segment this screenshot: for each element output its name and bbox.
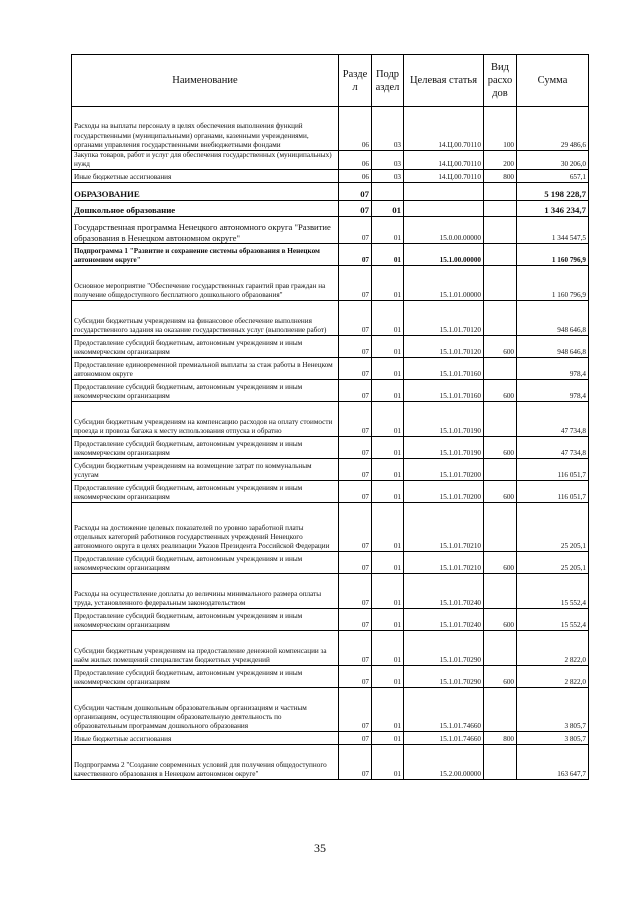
row-type-cell: 600	[484, 609, 517, 631]
row-target-cell: 14.Ц.00.70110	[404, 107, 484, 151]
row-target-cell: 15.1.01.70240	[404, 574, 484, 609]
row-sum-cell: 978,4	[517, 358, 589, 380]
row-subsection-cell: 01	[372, 266, 404, 301]
page-number: 35	[314, 841, 326, 855]
row-target-cell: 15.1.01.70290	[404, 631, 484, 666]
row-target-cell: 15.1.01.70120	[404, 336, 484, 358]
row-sum-cell: 5 198 228,7	[517, 183, 589, 201]
row-subsection-cell: 01	[372, 732, 404, 745]
row-name-cell: Предоставление субсидий бюджетным, автономным учреждениям и иным некоммерческим организациям	[72, 481, 339, 503]
row-sum-cell: 116 051,7	[517, 481, 589, 503]
row-target-cell: 15.1.01.70190	[404, 437, 484, 459]
row-subsection-cell: 01	[372, 503, 404, 552]
row-target-cell: 15.1.00.00000	[404, 244, 484, 266]
table-row	[72, 107, 589, 151]
row-type-cell: 800	[484, 170, 517, 183]
row-target-cell	[404, 201, 484, 217]
row-type-cell	[484, 183, 517, 201]
table-row	[72, 503, 589, 552]
table-row	[72, 336, 589, 358]
row-section-cell: 07	[339, 266, 372, 301]
row-name-cell: Предоставление единовременной премиальной выплаты за стаж работы в Ненецком автономном округе	[72, 358, 339, 380]
table-row	[72, 358, 589, 380]
row-name-cell: Расходы на достижение целевых показателей по уровню заработной платы отдельных категорий работников государственных учреждений Ненецкого автономного округа в целях реализации Указов Президента Российской Федерации	[72, 503, 339, 552]
header-subsection: Подр аздел	[372, 55, 404, 107]
row-section-cell: 07	[339, 358, 372, 380]
table-row	[72, 151, 589, 170]
row-name-cell: Субсидии бюджетным учреждениям на возмещение затрат по коммунальным услугам	[72, 459, 339, 481]
row-subsection-cell: 01	[372, 481, 404, 503]
row-target-cell: 15.1.01.70200	[404, 459, 484, 481]
row-subsection-cell: 01	[372, 358, 404, 380]
row-sum-cell: 47 734,8	[517, 402, 589, 437]
row-target-cell: 15.1.01.00000	[404, 266, 484, 301]
row-type-cell	[484, 402, 517, 437]
row-subsection-cell: 01	[372, 574, 404, 609]
row-target-cell: 15.1.01.70210	[404, 552, 484, 574]
table-row	[72, 380, 589, 402]
row-section-cell: 07	[339, 481, 372, 503]
table-row	[72, 244, 589, 266]
row-target-cell: 15.1.01.70200	[404, 481, 484, 503]
row-section-cell: 06	[339, 107, 372, 151]
row-name-cell: Дошкольное образование	[72, 201, 339, 217]
row-sum-cell: 948 646,8	[517, 336, 589, 358]
table-row	[72, 183, 589, 201]
row-name-cell: ОБРАЗОВАНИЕ	[72, 183, 339, 201]
row-target-cell	[404, 183, 484, 201]
row-type-cell: 600	[484, 666, 517, 688]
row-name-cell: Иные бюджетные ассигнования	[72, 170, 339, 183]
row-section-cell: 07	[339, 183, 372, 201]
row-sum-cell: 1 346 234,7	[517, 201, 589, 217]
row-type-cell: 200	[484, 151, 517, 170]
row-target-cell: 15.1.01.70210	[404, 503, 484, 552]
row-type-cell	[484, 459, 517, 481]
row-section-cell: 07	[339, 201, 372, 217]
row-target-cell: 15.0.00.00000	[404, 217, 484, 244]
row-sum-cell: 15 552,4	[517, 609, 589, 631]
row-sum-cell: 3 805,7	[517, 688, 589, 732]
row-subsection-cell: 01	[372, 666, 404, 688]
row-subsection-cell: 01	[372, 459, 404, 481]
row-subsection-cell: 01	[372, 609, 404, 631]
row-type-cell: 600	[484, 336, 517, 358]
table-row	[72, 301, 589, 336]
row-subsection-cell: 03	[372, 170, 404, 183]
row-type-cell: 600	[484, 437, 517, 459]
row-name-cell: Субсидии частным дошкольным образовательным организациям и частным организациям, осуществляющим образовательную деятельность по образовательным программам дошкольного образования	[72, 688, 339, 732]
row-type-cell: 600	[484, 552, 517, 574]
table-row	[72, 552, 589, 574]
row-subsection-cell: 01	[372, 301, 404, 336]
row-sum-cell: 2 822,0	[517, 631, 589, 666]
row-target-cell: 15.1.01.70190	[404, 402, 484, 437]
row-type-cell	[484, 266, 517, 301]
row-sum-cell: 1 160 796,9	[517, 244, 589, 266]
row-name-cell: Предоставление субсидий бюджетным, автономным учреждениям и иным некоммерческим организациям	[72, 336, 339, 358]
row-section-cell: 07	[339, 609, 372, 631]
row-sum-cell: 978,4	[517, 380, 589, 402]
budget-table	[71, 54, 589, 780]
row-type-cell: 800	[484, 732, 517, 745]
row-subsection-cell: 01	[372, 437, 404, 459]
table-row	[72, 745, 589, 780]
row-name-cell: Предоставление субсидий бюджетным, автономным учреждениям и иным некоммерческим организациям	[72, 609, 339, 631]
header-target: Целевая статья	[404, 55, 484, 107]
row-subsection-cell: 03	[372, 151, 404, 170]
row-section-cell: 07	[339, 688, 372, 732]
row-name-cell: Иные бюджетные ассигнования	[72, 732, 339, 745]
row-name-cell: Субсидии бюджетным учреждениям на компенсацию расходов на оплату стоимости проезда и провоза багажа к месту использования отпуска и обратно	[72, 402, 339, 437]
header-name: Наименование	[72, 55, 339, 107]
row-subsection-cell	[372, 183, 404, 201]
row-section-cell: 07	[339, 437, 372, 459]
row-sum-cell: 116 051,7	[517, 459, 589, 481]
row-target-cell: 15.1.01.70240	[404, 609, 484, 631]
row-subsection-cell: 01	[372, 336, 404, 358]
row-type-cell	[484, 301, 517, 336]
row-type-cell: 600	[484, 380, 517, 402]
row-sum-cell: 657,1	[517, 170, 589, 183]
row-subsection-cell: 01	[372, 402, 404, 437]
row-subsection-cell: 01	[372, 201, 404, 217]
row-name-cell: Субсидии бюджетным учреждениям на предоставление денежной компенсации за наём жилых помещений специалистам бюджетных учреждений	[72, 631, 339, 666]
row-section-cell: 07	[339, 217, 372, 244]
row-sum-cell: 163 647,7	[517, 745, 589, 780]
row-sum-cell: 1 344 547,5	[517, 217, 589, 244]
row-subsection-cell: 01	[372, 244, 404, 266]
table-row	[72, 631, 589, 666]
table-header-row	[72, 55, 589, 107]
row-name-cell: Субсидии бюджетным учреждениям на финансовое обеспечение выполнения государственного задания на оказание государственных услуг (выполнение работ)	[72, 301, 339, 336]
row-subsection-cell: 01	[372, 380, 404, 402]
row-section-cell: 07	[339, 631, 372, 666]
row-section-cell: 07	[339, 244, 372, 266]
row-target-cell: 15.1.01.70160	[404, 358, 484, 380]
table-row	[72, 732, 589, 745]
row-name-cell: Подпрограмма 1 "Развитие и сохранение системы образования в Ненецком автономном округе"	[72, 244, 339, 266]
row-subsection-cell: 01	[372, 631, 404, 666]
row-section-cell: 07	[339, 552, 372, 574]
row-section-cell: 07	[339, 666, 372, 688]
table-row	[72, 609, 589, 631]
row-sum-cell: 47 734,8	[517, 437, 589, 459]
row-type-cell: 600	[484, 481, 517, 503]
row-section-cell: 07	[339, 459, 372, 481]
table-row	[72, 266, 589, 301]
row-sum-cell: 25 205,1	[517, 552, 589, 574]
row-section-cell: 07	[339, 301, 372, 336]
row-sum-cell: 29 486,6	[517, 107, 589, 151]
row-type-cell	[484, 217, 517, 244]
row-sum-cell: 1 160 796,9	[517, 266, 589, 301]
row-section-cell: 07	[339, 380, 372, 402]
row-sum-cell: 30 206,0	[517, 151, 589, 170]
row-name-cell: Предоставление субсидий бюджетным, автономным учреждениям и иным некоммерческим организациям	[72, 666, 339, 688]
row-section-cell: 07	[339, 732, 372, 745]
row-type-cell	[484, 201, 517, 217]
row-type-cell	[484, 745, 517, 780]
row-sum-cell: 25 205,1	[517, 503, 589, 552]
table-row	[72, 217, 589, 244]
table-row	[72, 402, 589, 437]
row-target-cell: 15.1.01.74660	[404, 688, 484, 732]
row-name-cell: Предоставление субсидий бюджетным, автономным учреждениям и иным некоммерческим организациям	[72, 437, 339, 459]
table-row	[72, 459, 589, 481]
row-type-cell	[484, 503, 517, 552]
row-type-cell	[484, 244, 517, 266]
row-name-cell: Подпрограмма 2 "Создание современных условий для получения общедоступного качественного образования в Ненецком автономном округе"	[72, 745, 339, 780]
row-section-cell: 07	[339, 745, 372, 780]
row-section-cell: 07	[339, 574, 372, 609]
row-name-cell: Расходы на выплаты персоналу в целях обеспечения выполнения функций государственными (муниципальными) органами, казенными учреждениями, органами управления государственными внебюджетными фондами	[72, 107, 339, 151]
row-name-cell: Расходы на осуществление доплаты до величины минимального размера оплаты труда, установленного федеральным законодательством	[72, 574, 339, 609]
row-name-cell: Предоставление субсидий бюджетным, автономным учреждениям и иным некоммерческим организациям	[72, 380, 339, 402]
row-type-cell	[484, 631, 517, 666]
row-target-cell: 14.Ц.00.70110	[404, 170, 484, 183]
row-sum-cell: 2 822,0	[517, 666, 589, 688]
table-row	[72, 437, 589, 459]
row-type-cell: 100	[484, 107, 517, 151]
table-row	[72, 201, 589, 217]
row-type-cell	[484, 358, 517, 380]
row-name-cell: Предоставление субсидий бюджетным, автономным учреждениям и иным некоммерческим организациям	[72, 552, 339, 574]
row-subsection-cell: 01	[372, 217, 404, 244]
row-section-cell: 07	[339, 402, 372, 437]
row-subsection-cell: 03	[372, 107, 404, 151]
row-sum-cell: 948 646,8	[517, 301, 589, 336]
row-section-cell: 07	[339, 503, 372, 552]
row-type-cell	[484, 574, 517, 609]
header-sum: Сумма	[517, 55, 589, 107]
row-section-cell: 06	[339, 151, 372, 170]
row-target-cell: 15.1.01.74660	[404, 732, 484, 745]
row-name-cell: Закупка товаров, работ и услуг для обеспечения государственных (муниципальных) нужд	[72, 151, 339, 170]
table-row	[72, 574, 589, 609]
table-row	[72, 481, 589, 503]
row-target-cell: 15.1.01.70160	[404, 380, 484, 402]
table-row	[72, 666, 589, 688]
row-section-cell: 06	[339, 170, 372, 183]
header-type: Вид расхо дов	[484, 55, 517, 107]
table-row	[72, 170, 589, 183]
row-subsection-cell: 01	[372, 552, 404, 574]
row-subsection-cell: 01	[372, 745, 404, 780]
table-row	[72, 688, 589, 732]
row-target-cell: 15.1.01.70120	[404, 301, 484, 336]
row-section-cell: 07	[339, 336, 372, 358]
row-target-cell: 15.2.00.00000	[404, 745, 484, 780]
row-target-cell: 14.Ц.00.70110	[404, 151, 484, 170]
row-name-cell: Основное мероприятие "Обеспечение государственных гарантий прав граждан на получение общедоступного бесплатного дошкольного образования"	[72, 266, 339, 301]
header-section: Разде л	[339, 55, 372, 107]
row-subsection-cell: 01	[372, 688, 404, 732]
row-target-cell: 15.1.01.70290	[404, 666, 484, 688]
row-type-cell	[484, 688, 517, 732]
row-name-cell: Государственная программа Ненецкого автономного округа "Развитие образования в Ненецком автономном округе"	[72, 217, 339, 244]
row-sum-cell: 15 552,4	[517, 574, 589, 609]
row-sum-cell: 3 805,7	[517, 732, 589, 745]
